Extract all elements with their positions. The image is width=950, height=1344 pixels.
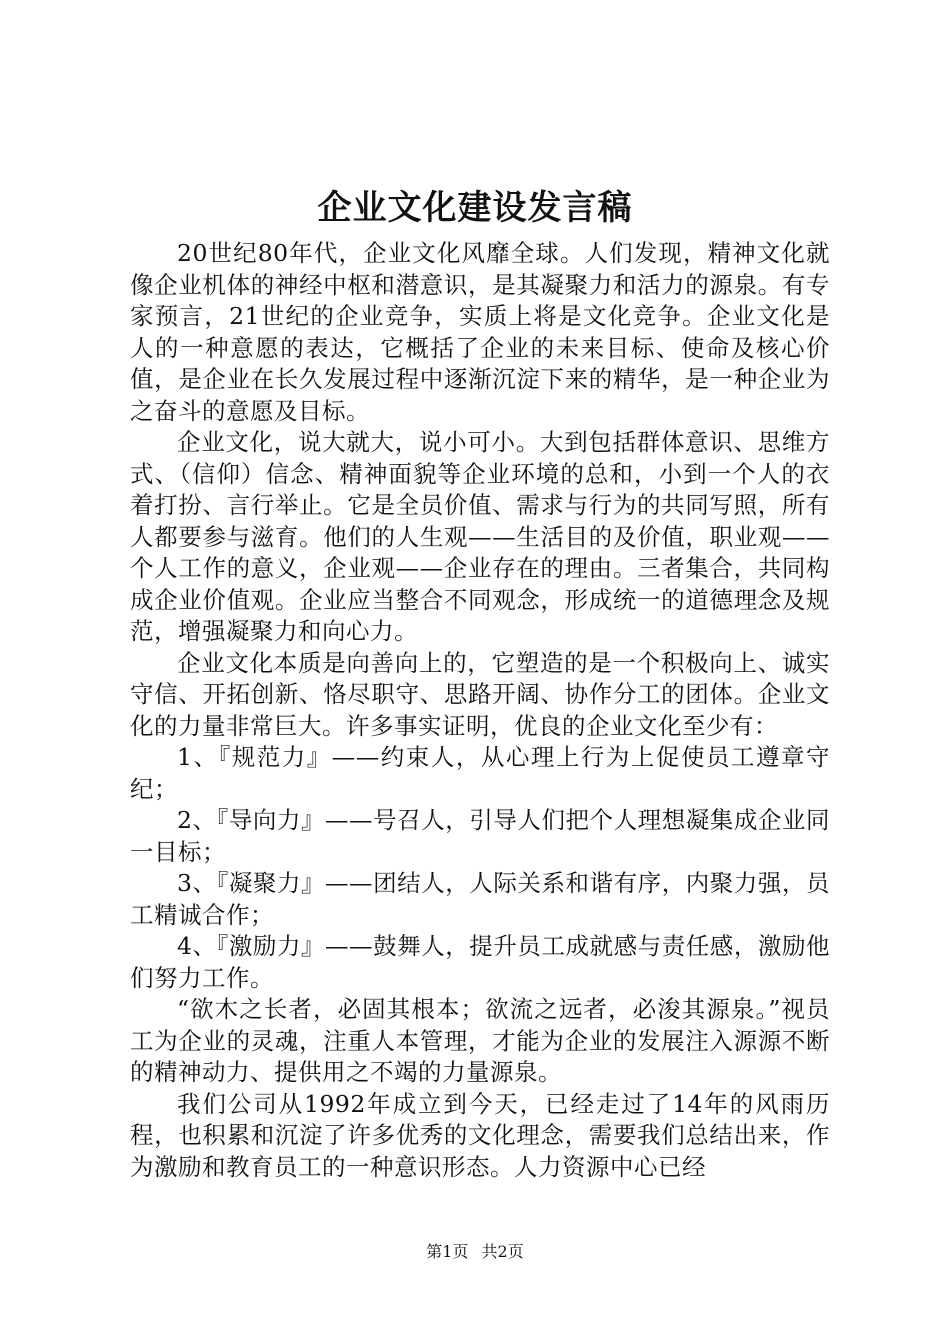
paragraph-company: 我们公司从1992年成立到今天，已经走过了14年的风雨历程，也积累和沉淀了许多优秀的文化理念，需要我们总结出来，作为激励和教育员工的一种意识形态。人力资源中心已经 xyxy=(130,1089,830,1181)
paragraph-quote: “欲木之长者，必固其根本；欲流之远者，必浚其源泉。”视员工为企业的灵魂，注重人本管理，才能为企业的发展注入源源不断的精神动力、提供用之不竭的力量源泉。 xyxy=(130,995,830,1086)
paragraph-3: 企业文化本质是向善向上的，它塑造的是一个积极向上、诚实守信、开拓创新、恪尽职守、思路开阔、协作分工的团体。企业文化的力量非常巨大。许多事实证明，优良的企业文化至少有： xyxy=(130,648,830,740)
list-item-4: 4、『激励力』——鼓舞人，提升员工成就感与责任感，激励他们努力工作。 xyxy=(130,932,830,992)
paragraph-1: 20世纪80年代，企业文化风靡全球。人们发现，精神文化就像企业机体的神经中枢和潜意识，是其凝聚力和活力的源泉。有专家预言，21世纪的企业竞争，实质上将是文化竞争。企业文化是人的一种意愿的表达，它概括了企业的未来目标、使命及核心价值，是企业在长久发展过程中逐渐沉淀下来的精华，是一种企业为之奋斗的意愿及目标。 xyxy=(130,239,830,425)
document-title: 企业文化建设发言稿 xyxy=(317,188,633,228)
page-number: 第1页 xyxy=(426,1242,469,1261)
document-body xyxy=(130,238,830,1183)
paragraph-2: 企业文化，说大就大，说小可小。大到包括群体意识、思维方式、（信仰）信念、精神面貌等企业环境的总和，小到一个人的衣着打扮、言行举止。它是全员价值、需求与行为的共同写照，所有人都要参与滋育。他们的人生观——生活目的及价值，职业观——个人工作的意义，企业观——企业存在的理由。三者集合，共同构成企业价值观。企业应当整合不同观念，形成统一的道德理念及规范，增强凝聚力和向心力。 xyxy=(130,428,830,645)
page-footer xyxy=(0,1242,950,1262)
list-item-3: 3、『凝聚力』——团结人，人际关系和谐有序，内聚力强，员工精诚合作； xyxy=(130,869,830,929)
page-total: 共2页 xyxy=(481,1242,524,1261)
list-item-1: 1、『规范力』——约束人，从心理上行为上促使员工遵章守纪； xyxy=(130,743,830,803)
list-item-2: 2、『导向力』——号召人，引导人们把个人理想凝集成企业同一目标； xyxy=(130,806,830,866)
